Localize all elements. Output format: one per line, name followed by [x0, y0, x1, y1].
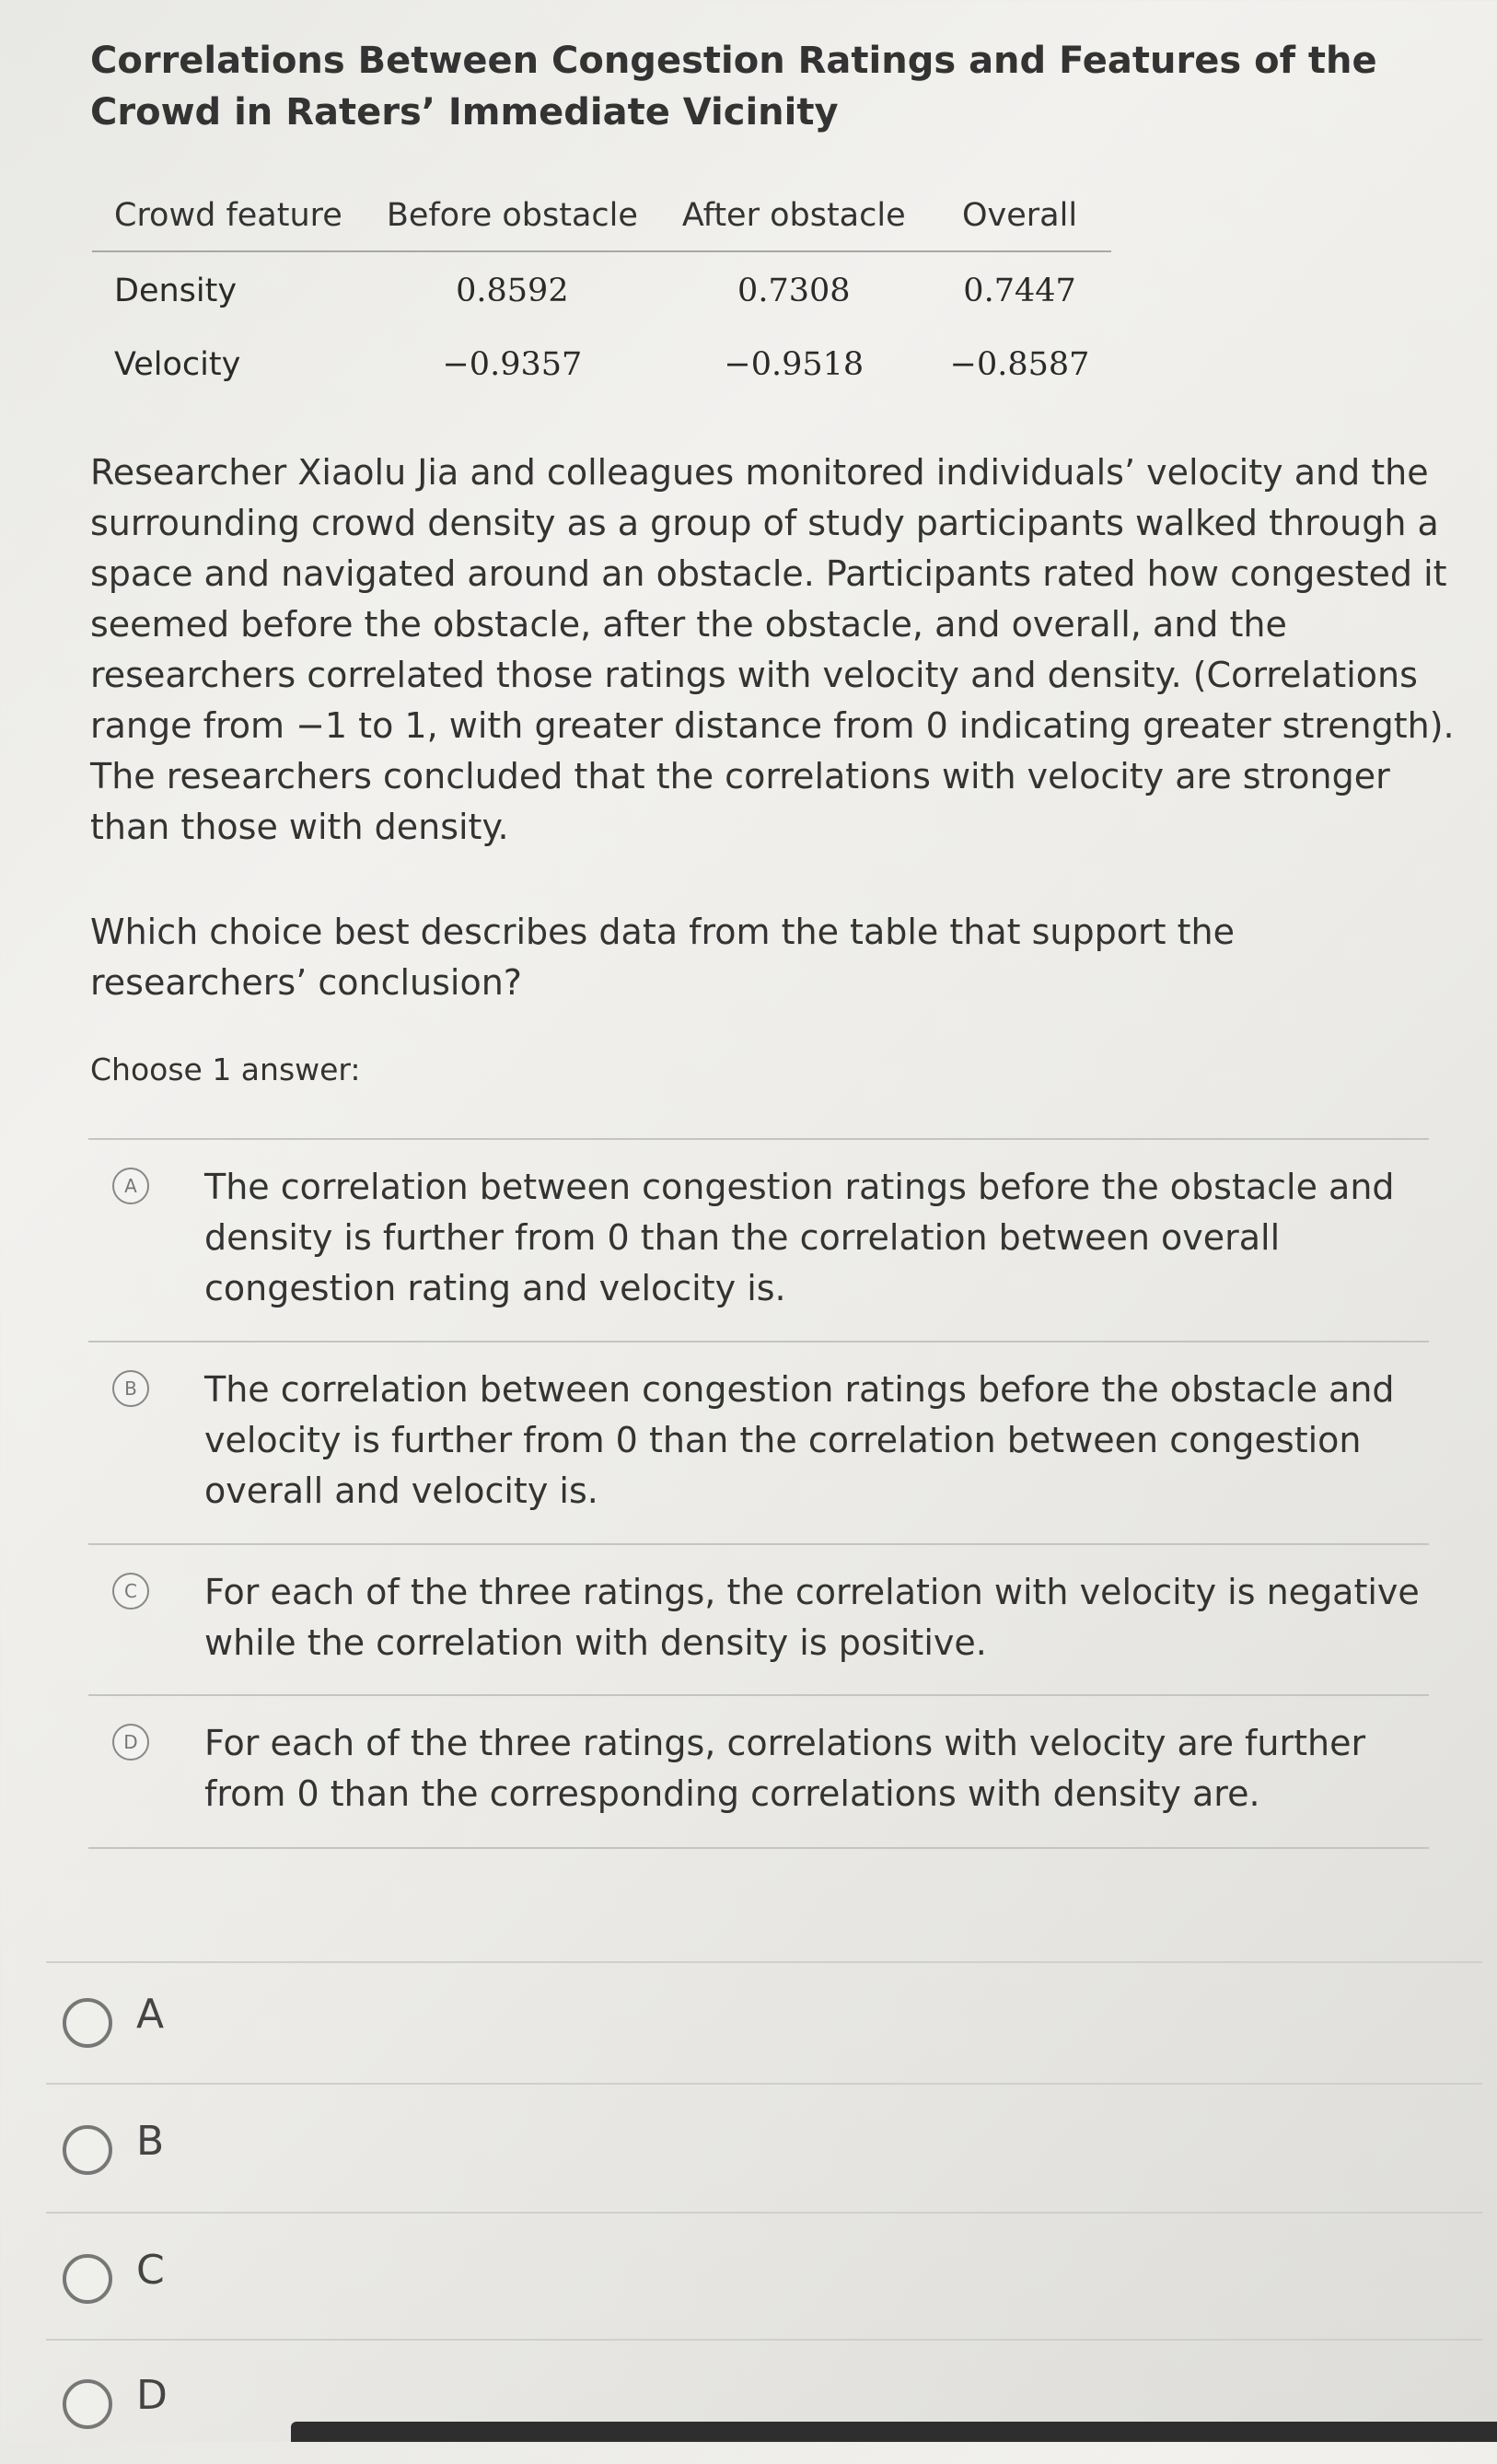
table-title: Correlations Between Congestion Ratings and Features of the Crowd in Raters’ Immediate Vicinity [90, 40, 1377, 134]
table-header-row [92, 190, 1111, 251]
table-cell: 0.8592 [456, 273, 569, 309]
radio-button[interactable] [63, 2254, 112, 2304]
passage-text: Researcher Xiaolu Jia and colleagues monitored individuals’ velocity and the surrounding crowd density as a group of study participants walked through a space and navigated around an obstacle. Participants rated how congested it seemed before the obstacle, after the obstacle, and overall, and the researchers correlated those ratings with velocity and density. (Correlations range from −1 to 1, with greater distance from 0 indicating greater strength). The researchers concluded that the correlations with velocity are stronger than those with density. [90, 452, 1455, 847]
answer-option-d[interactable] [0, 2344, 1497, 2464]
row-label: Velocity [114, 346, 241, 383]
choice-text: For each of the three ratings, the correlation with velocity is negative while the correlation with density is positive. [204, 1572, 1420, 1663]
table-cell: 0.7308 [737, 273, 851, 309]
divider [88, 1543, 1429, 1545]
divider [46, 2083, 1482, 2085]
table-cell: 0.7447 [963, 273, 1076, 309]
answer-option-label: D [136, 2372, 168, 2419]
table-cell: −0.8587 [949, 346, 1090, 383]
divider [88, 1694, 1429, 1696]
answer-option-b[interactable] [0, 2090, 1497, 2210]
question-prompt: Which choice best describes data from the table that support the researchers’ conclusion? [90, 912, 1235, 1003]
column-header: Crowd feature [92, 190, 365, 251]
choice-letter-badge: B [112, 1370, 149, 1407]
column-header: Overall [928, 190, 1112, 251]
choose-label: Choose 1 answer: [90, 1052, 361, 1087]
divider [46, 2212, 1482, 2214]
divider [46, 2339, 1482, 2341]
answer-option-c[interactable] [0, 2219, 1497, 2339]
answer-option-label: B [136, 2118, 165, 2165]
table-cell: −0.9518 [724, 346, 865, 383]
bottom-toolbar [291, 2422, 1497, 2442]
choice-text: The correlation between congestion ratings before the obstacle and velocity is further from 0 than the correlation between congestion overall and velocity is. [204, 1369, 1395, 1511]
row-label: Density [114, 273, 238, 309]
divider [88, 1341, 1429, 1342]
choice-text: The correlation between congestion ratings before the obstacle and density is further from 0 than the correlation between overall congestion rating and velocity is. [204, 1167, 1395, 1308]
choice-letter-badge: C [112, 1573, 149, 1610]
radio-button[interactable] [63, 1998, 112, 2048]
radio-button[interactable] [63, 2379, 112, 2429]
data-table [92, 190, 1111, 400]
answer-option-a[interactable] [0, 1963, 1497, 2083]
choice-letter-badge: D [112, 1724, 149, 1761]
choice-letter-badge: A [112, 1168, 149, 1204]
radio-button[interactable] [63, 2125, 112, 2175]
divider [88, 1847, 1429, 1849]
table-row [92, 326, 1111, 400]
column-header: Before obstacle [365, 190, 660, 251]
column-header: After obstacle [660, 190, 928, 251]
divider [88, 1138, 1429, 1140]
table-cell: −0.9357 [442, 346, 583, 383]
answer-option-label: C [136, 2247, 165, 2294]
table-row [92, 251, 1111, 326]
answer-option-label: A [136, 1991, 165, 2038]
choice-text: For each of the three ratings, correlations with velocity are further from 0 than the corresponding correlations with density are. [204, 1723, 1366, 1814]
